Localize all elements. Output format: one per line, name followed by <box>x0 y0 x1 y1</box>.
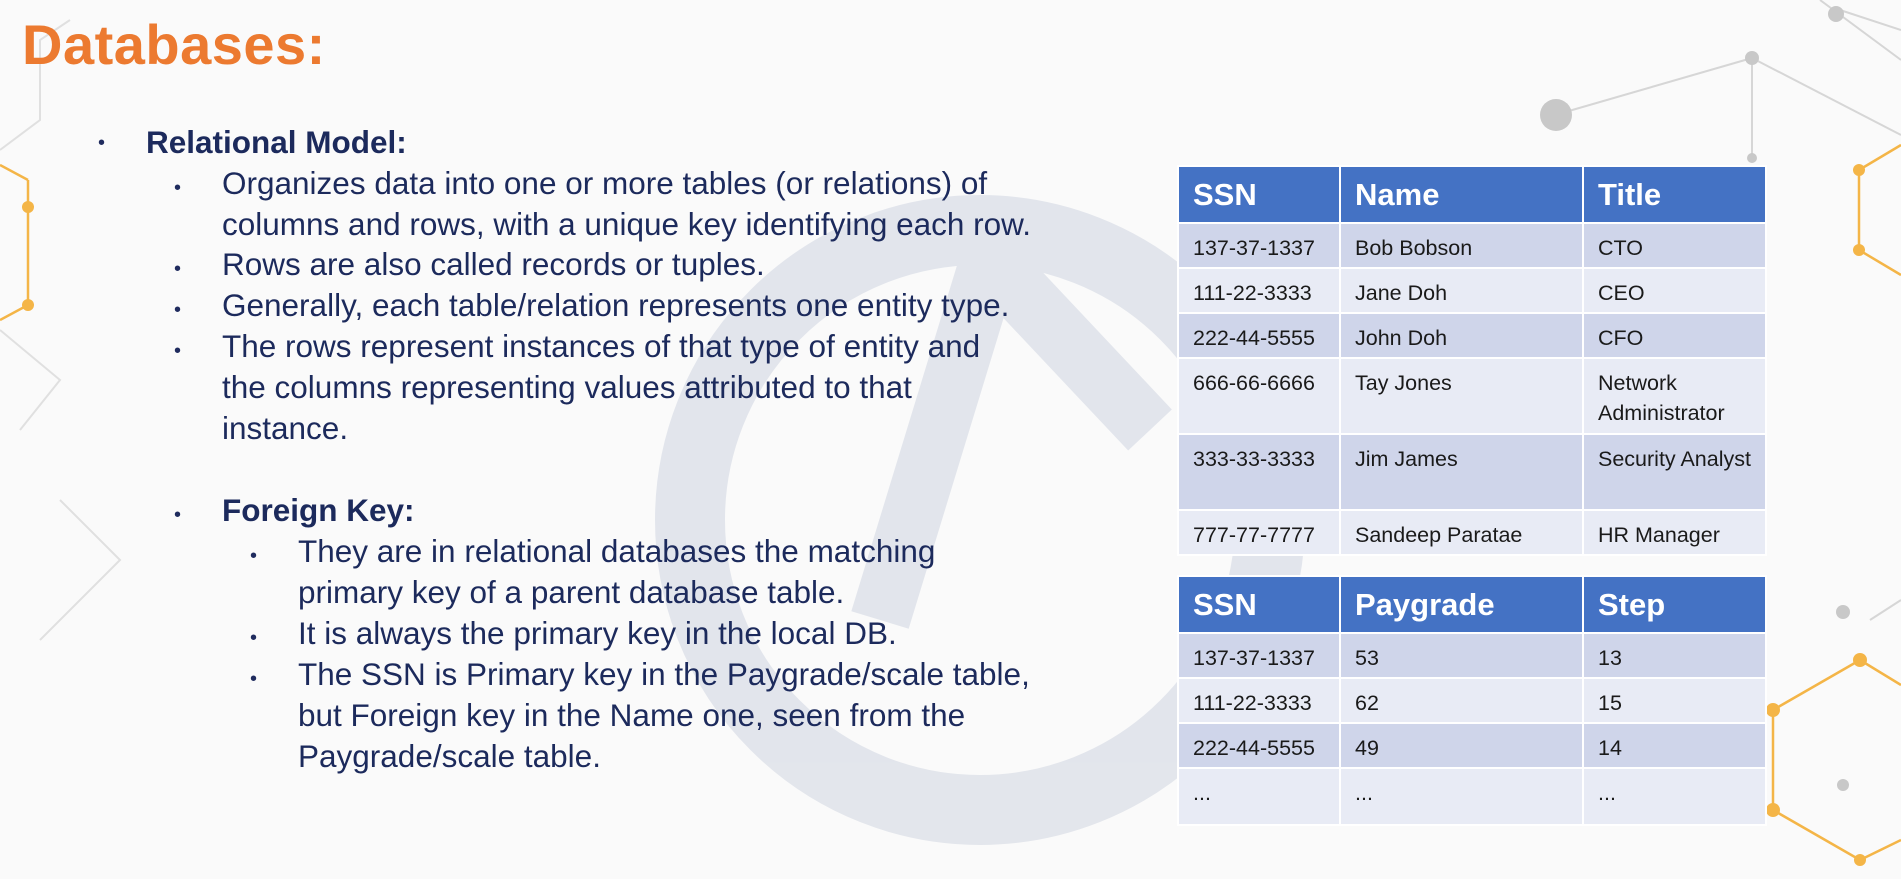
table-row <box>1178 268 1766 313</box>
relational-item-4-line-1: The rows represent instances of that type of entity and <box>222 328 981 364</box>
cell-title: HR Manager <box>1583 510 1766 555</box>
cell-paygrade: 49 <box>1340 723 1583 768</box>
foreign-key-item-3 <box>298 654 1030 777</box>
table-row <box>1178 723 1766 768</box>
foreign-key-item-1-line-1: They are in relational databases the matching <box>298 533 936 569</box>
slide-title: Databases: <box>22 13 326 76</box>
cell-paygrade: 53 <box>1340 633 1583 678</box>
cell-title: CFO <box>1583 313 1766 358</box>
network-nodes-left <box>0 165 34 320</box>
paygrade-table <box>1177 575 1767 826</box>
cell-ssn: 222-44-5555 <box>1178 723 1340 768</box>
bullet-level3: • <box>250 668 258 690</box>
cell-title: Network Administrator <box>1583 358 1766 434</box>
relational-item-2 <box>222 244 765 285</box>
cell-step: 14 <box>1583 723 1766 768</box>
foreign-key-item-2 <box>298 613 897 654</box>
network-accent-nodes-right <box>1766 164 1867 866</box>
cell-ssn: ... <box>1178 768 1340 825</box>
cell-step: ... <box>1583 768 1766 825</box>
cell-name: Jane Doh <box>1340 268 1583 313</box>
table-row <box>1178 434 1766 510</box>
cell-name: Jim James <box>1340 434 1583 510</box>
table-row <box>1178 358 1766 434</box>
table-row <box>1178 510 1766 555</box>
relational-item-4-line-3: instance. <box>222 410 349 446</box>
network-lines-left <box>0 20 120 640</box>
bullet-level3: • <box>250 627 258 649</box>
cell-step: 13 <box>1583 633 1766 678</box>
table-row <box>1178 223 1766 268</box>
header-title: Title <box>1583 166 1766 223</box>
header-paygrade: Paygrade <box>1340 576 1583 633</box>
cell-name: Sandeep Paratae <box>1340 510 1583 555</box>
table-row <box>1178 633 1766 678</box>
bullet-level2: • <box>174 177 182 199</box>
foreign-key-item-3-line-1: The SSN is Primary key in the Paygrade/scale table, <box>298 656 1030 692</box>
cell-ssn: 137-37-1337 <box>1178 633 1340 678</box>
table-row <box>1178 768 1766 825</box>
cell-ssn: 777-77-7777 <box>1178 510 1340 555</box>
cell-ssn: 111-22-3333 <box>1178 268 1340 313</box>
cell-paygrade: 62 <box>1340 678 1583 723</box>
cell-name: Bob Bobson <box>1340 223 1583 268</box>
header-name: Name <box>1340 166 1583 223</box>
cell-paygrade: ... <box>1340 768 1583 825</box>
relational-item-4-line-2: the columns representing values attributed to that <box>222 369 912 405</box>
foreign-key-item-3-line-2: but Foreign key in the Name one, seen from the <box>298 697 966 733</box>
foreign-key-item-3-line-3: Paygrade/scale table. <box>298 738 601 774</box>
cell-title: Security Analyst <box>1583 434 1766 510</box>
relational-item-3-line-1: Generally, each table/relation represents one entity type. <box>222 287 1010 323</box>
cell-ssn: 333-33-3333 <box>1178 434 1340 510</box>
bullet-level2: • <box>174 504 182 526</box>
foreign-key-item-1-line-2: primary key of a parent database table. <box>298 574 845 610</box>
people-table-header-row <box>1178 166 1766 223</box>
cell-ssn: 111-22-3333 <box>1178 678 1340 723</box>
relational-item-1-line-2: columns and rows, with a unique key identifying each row. <box>222 206 1031 242</box>
header-ssn: SSN <box>1178 576 1340 633</box>
header-step: Step <box>1583 576 1766 633</box>
bullet-level1: • <box>98 132 106 154</box>
bullet-level2: • <box>174 299 182 321</box>
cell-title: CEO <box>1583 268 1766 313</box>
network-accent-right <box>1773 145 1901 860</box>
bullet-level2: • <box>174 258 182 280</box>
cell-ssn: 222-44-5555 <box>1178 313 1340 358</box>
cell-name: Tay Jones <box>1340 358 1583 434</box>
foreign-key-item-1 <box>298 531 935 613</box>
table-row <box>1178 313 1766 358</box>
relational-item-2-line-1: Rows are also called records or tuples. <box>222 246 765 282</box>
foreign-key-heading: Foreign Key: <box>222 492 415 528</box>
cell-title: CTO <box>1583 223 1766 268</box>
bullet-level2: • <box>174 340 182 362</box>
relational-item-4 <box>222 326 980 449</box>
relational-item-3 <box>222 285 1009 326</box>
cell-name: John Doh <box>1340 313 1583 358</box>
cell-ssn: 666-66-6666 <box>1178 358 1340 434</box>
relational-model-heading: Relational Model: <box>146 124 407 160</box>
paygrade-table-header-row <box>1178 576 1766 633</box>
header-ssn: SSN <box>1178 166 1340 223</box>
cell-step: 15 <box>1583 678 1766 723</box>
relational-item-1 <box>222 163 1031 245</box>
foreign-key-item-2-line-1: It is always the primary key in the local DB. <box>298 615 897 651</box>
table-row <box>1178 678 1766 723</box>
relational-item-1-line-1: Organizes data into one or more tables (or relations) of <box>222 165 988 201</box>
cell-ssn: 137-37-1337 <box>1178 223 1340 268</box>
people-table <box>1177 165 1767 556</box>
bullet-level3: • <box>250 545 258 567</box>
